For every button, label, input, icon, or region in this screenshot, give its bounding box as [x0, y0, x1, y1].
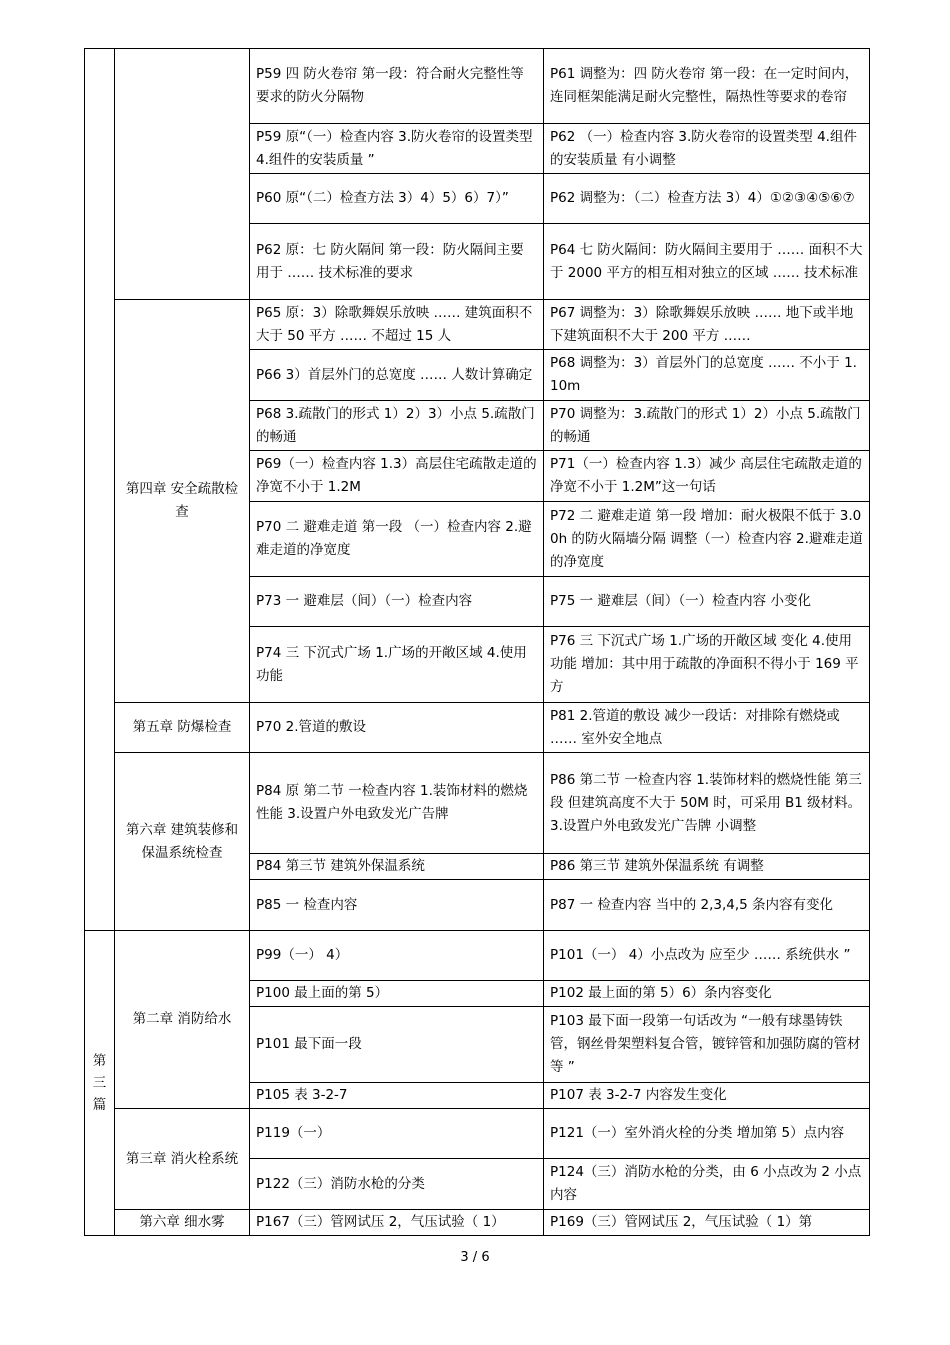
- original-cell: P99（一） 4）: [250, 931, 544, 981]
- adjusted-cell: P62 （一）检查内容 3.防火卷帘的设置类型 4.组件的安装质量 有小调整: [544, 124, 870, 174]
- adjusted-cell: P124（三）消防水枪的分类，由 6 小点改为 2 小点内容: [544, 1159, 870, 1210]
- part-cell-previous: [85, 49, 115, 931]
- chapter-cell: 第五章 防爆检查: [115, 703, 250, 753]
- original-cell: P66 3）首层外门的总宽度 …… 人数计算确定: [250, 350, 544, 401]
- original-cell: P74 三 下沉式广场 1.广场的开敞区域 4.使用功能: [250, 627, 544, 703]
- table-row: [85, 1210, 870, 1236]
- adjusted-cell: P67 调整为：3）除歌舞娱乐放映 …… 地下或半地下建筑面积不大于 200 平方 ……: [544, 300, 870, 350]
- original-cell: P59 四 防火卷帘 第一段：符合耐火完整性等要求的防火分隔物: [250, 49, 544, 124]
- chapter-cell: 第六章 建筑装修和保温系统检查: [115, 753, 250, 931]
- adjusted-cell: P75 一 避难层（间）（一）检查内容 小变化: [544, 577, 870, 627]
- table-row: [85, 753, 870, 854]
- original-cell: P85 一 检查内容: [250, 880, 544, 931]
- adjusted-cell: P70 调整为：3.疏散门的形式 1）2）小点 5.疏散门的畅通: [544, 401, 870, 451]
- adjusted-cell: P169（三）管网试压 2，气压试验（ 1）第: [544, 1210, 870, 1236]
- original-cell: P167（三）管网试压 2，气压试验（ 1）: [250, 1210, 544, 1236]
- adjusted-cell: P72 二 避难走道 第一段 增加：耐火极限不低于 3.00h 的防火隔墙分隔 调整（一）检查内容 2.避难走道的净宽度: [544, 502, 870, 577]
- chapter-cell: 第二章 消防给水: [115, 931, 250, 1109]
- original-cell: P60 原“（二）检查方法 3）4）5）6）7）”: [250, 174, 544, 224]
- adjusted-cell: P86 第三节 建筑外保温系统 有调整: [544, 854, 870, 880]
- adjusted-cell: P121（一）室外消火栓的分类 增加第 5）点内容: [544, 1109, 870, 1159]
- original-cell: P119（一）: [250, 1109, 544, 1159]
- table-row: [85, 931, 870, 981]
- part-cell: 第三篇: [85, 931, 115, 1236]
- adjusted-cell: P107 表 3-2-7 内容发生变化: [544, 1083, 870, 1109]
- adjusted-cell: P87 一 检查内容 当中的 2,3,4,5 条内容有变化: [544, 880, 870, 931]
- adjusted-cell: P86 第二节 一检查内容 1.装饰材料的燃烧性能 第三段 但建筑高度不大于 50M 时，可采用 B1 级材料。3.设置户外电致发光广告牌 小调整: [544, 753, 870, 854]
- adjusted-cell: P102 最上面的第 5）6）条内容变化: [544, 981, 870, 1007]
- original-cell: P122（三）消防水枪的分类: [250, 1159, 544, 1210]
- original-cell: P69（一）检查内容 1.3）高层住宅疏散走道的净宽不小于 1.2M: [250, 451, 544, 502]
- table-row: [85, 703, 870, 753]
- table-row: [85, 300, 870, 350]
- original-cell: P59 原“（一）检查内容 3.防火卷帘的设置类型 4.组件的安装质量 ”: [250, 124, 544, 174]
- original-cell: P101 最下面一段: [250, 1007, 544, 1083]
- adjusted-cell: P64 七 防火隔间：防火隔间主要用于 …… 面积不大于 2000 平方的相互相对独立的区域 …… 技术标准: [544, 224, 870, 300]
- adjusted-cell: P71（一）检查内容 1.3）减少 高层住宅疏散走道的净宽不小于 1.2M”这一句话: [544, 451, 870, 502]
- original-cell: P68 3.疏散门的形式 1）2）3）小点 5.疏散门的畅通: [250, 401, 544, 451]
- original-cell: P100 最上面的第 5）: [250, 981, 544, 1007]
- adjusted-cell: P68 调整为：3）首层外门的总宽度 …… 不小于 1.10m: [544, 350, 870, 401]
- adjusted-cell: P61 调整为：四 防火卷帘 第一段：在一定时间内，连同框架能满足耐火完整性，隔热性等要求的卷帘: [544, 49, 870, 124]
- page-number: 3 / 6: [460, 1250, 490, 1265]
- chapter-cell: 第六章 细水雾: [115, 1210, 250, 1236]
- adjusted-cell: P76 三 下沉式广场 1.广场的开敞区域 变化 4.使用功能 增加：其中用于疏散的净面积不得小于 169 平方: [544, 627, 870, 703]
- adjusted-cell: P103 最下面一段第一句话改为 “一般有球墨铸铁管，钢丝骨架塑料复合管，镀锌管和加强防腐的管材等 ”: [544, 1007, 870, 1083]
- adjusted-cell: P101（一） 4）小点改为 应至少 …… 系统供水 ”: [544, 931, 870, 981]
- original-cell: P70 二 避难走道 第一段 （一）检查内容 2.避难走道的净宽度: [250, 502, 544, 577]
- original-cell: P73 一 避难层（间）（一）检查内容: [250, 577, 544, 627]
- original-cell: P62 原：七 防火隔间 第一段：防火隔间主要用于 …… 技术标准的要求: [250, 224, 544, 300]
- table-row: [85, 49, 870, 124]
- chapter-cell: 第四章 安全疏散检查: [115, 300, 250, 703]
- original-cell: P84 第三节 建筑外保温系统: [250, 854, 544, 880]
- original-cell: P70 2.管道的敷设: [250, 703, 544, 753]
- adjusted-cell: P62 调整为：（二）检查方法 3）4）①②③④⑤⑥⑦: [544, 174, 870, 224]
- chapter-cell: 第三章 消火栓系统: [115, 1109, 250, 1210]
- adjusted-cell: P81 2.管道的敷设 减少一段话：对排除有燃烧或 …… 室外安全地点: [544, 703, 870, 753]
- original-cell: P84 原 第二节 一检查内容 1.装饰材料的燃烧性能 3.设置户外电致发光广告牌: [250, 753, 544, 854]
- original-cell: P105 表 3-2-7: [250, 1083, 544, 1109]
- chapter-cell-previous: [115, 49, 250, 300]
- change-table: [84, 48, 870, 1236]
- table-row: [85, 1109, 870, 1159]
- original-cell: P65 原：3）除歌舞娱乐放映 …… 建筑面积不大于 50 平方 …… 不超过 15 人: [250, 300, 544, 350]
